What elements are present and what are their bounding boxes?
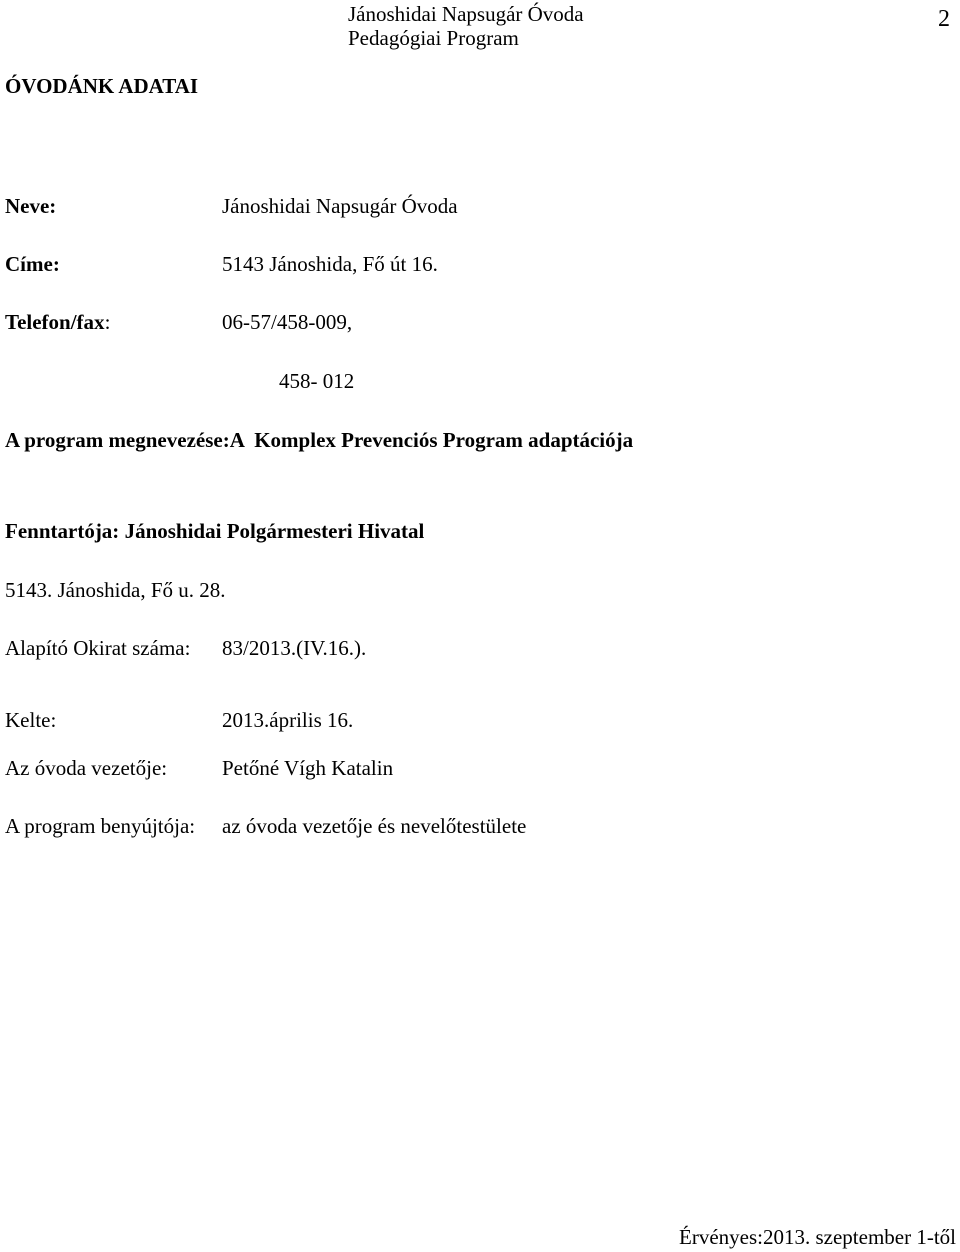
charter-label: Alapító Okirat száma:: [5, 636, 191, 660]
charter-value: 83/2013.(IV.16.).: [222, 636, 367, 660]
phone-label-text: Telefon/fax: [5, 310, 105, 334]
submitter-value: az óvoda vezetője és nevelőtestülete: [222, 814, 527, 838]
date-label: Kelte:: [5, 708, 57, 732]
maintainer-address: 5143. Jánoshida, Fő u. 28.: [5, 578, 226, 602]
footer-validity: Érvényes:2013. szeptember 1-től: [679, 1225, 956, 1249]
program-value: A Komplex Prevenciós Program adaptációja: [229, 428, 634, 452]
leader-label: Az óvoda vezetője:: [5, 756, 168, 780]
section-title: ÓVODÁNK ADATAI: [5, 74, 199, 98]
date-value: 2013.április 16.: [222, 708, 354, 732]
page-number: 2: [938, 6, 950, 32]
maintainer-line: [5, 521, 424, 542]
program-line: [5, 430, 633, 451]
address-value: 5143 Jánoshida, Fő út 16.: [222, 252, 438, 276]
header-document-title: Pedagógiai Program: [348, 26, 519, 50]
submitter-label: A program benyújtója:: [5, 814, 196, 838]
phone-value-2: 458- 012: [279, 369, 355, 393]
address-label: Címe:: [5, 252, 60, 276]
maintainer-value: Jánoshidai Polgármesteri Hivatal: [124, 519, 425, 543]
phone-label-colon: :: [104, 310, 111, 334]
phone-value-1: 06-57/458-009,: [222, 310, 353, 334]
maintainer-label: Fenntartója:: [5, 519, 120, 543]
name-label: Neve:: [5, 194, 57, 218]
program-label: A program megnevezése:: [5, 428, 230, 452]
name-value: Jánoshidai Napsugár Óvoda: [222, 194, 458, 218]
leader-value: Petőné Vígh Katalin: [222, 756, 394, 780]
header-institution-name: Jánoshidai Napsugár Óvoda: [348, 2, 584, 26]
phone-label: [5, 312, 110, 333]
